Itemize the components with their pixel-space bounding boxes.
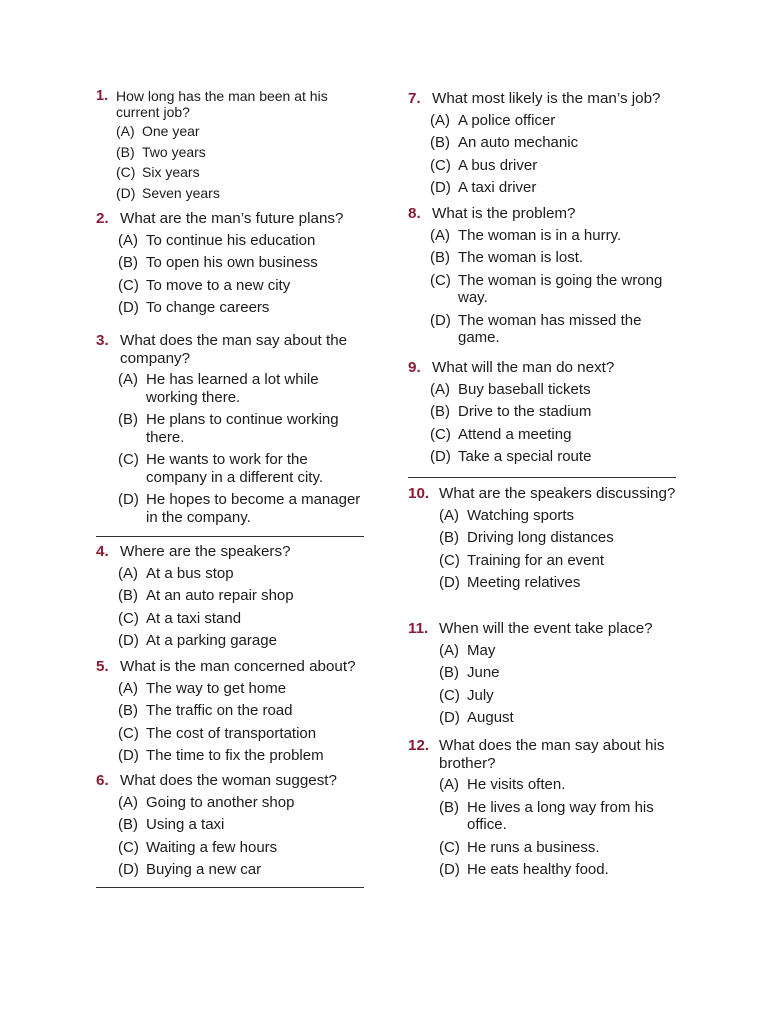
question-stem [408,205,676,223]
question-number: 7. [408,90,421,107]
option-letter: (C) [118,838,139,856]
option-text: Driving long distances [467,529,614,546]
option-letter: (A) [118,564,138,582]
option-letter: (D) [118,299,139,316]
option-text: At a parking garage [146,632,277,649]
option-text: July [467,686,494,704]
option-text: The woman is in a hurry. [458,226,622,244]
question-text: What is the problem? [432,205,576,222]
question-text: Where are the speakers? [120,543,291,560]
option-letter: (B) [430,134,450,151]
answer-option[interactable] [430,134,676,152]
option-text: At an auto repair shop [146,587,294,604]
section-divider [96,536,364,537]
question-text: How long has the man been at his current job? [116,88,328,120]
question-stem [96,332,364,367]
answer-option[interactable] [439,709,676,727]
option-letter: (C) [439,838,460,856]
question-6 [96,772,364,884]
answer-option[interactable] [430,403,676,421]
option-letter: (A) [116,123,135,139]
answer-option[interactable] [118,254,364,272]
answer-option[interactable] [118,371,364,406]
answer-option[interactable] [430,381,676,399]
option-text: He lives a long way from his office. [467,798,654,833]
option-text: Meeting relatives [467,574,581,591]
question-5 [96,658,364,770]
question-10 [408,485,676,597]
question-text: What does the woman suggest? [120,772,337,789]
question-text: What are the speakers discussing? [439,485,676,502]
option-text: At a bus stop [146,564,234,582]
answer-option[interactable] [430,272,676,307]
option-letter: (D) [430,311,451,329]
answer-option[interactable] [439,664,676,682]
option-text: Take a special route [458,448,592,465]
option-letter: (A) [118,231,138,249]
answer-option[interactable] [118,839,364,857]
answer-option[interactable] [118,277,364,295]
option-text: One year [142,123,200,139]
section-divider [408,477,676,478]
answer-options [408,112,676,197]
option-letter: (D) [118,747,139,764]
option-letter: (C) [118,609,139,627]
answer-options [408,642,676,727]
question-text: What are the man’s future plans? [120,210,344,227]
option-text: He runs a business. [467,838,600,856]
question-text: What will the man do next? [432,359,615,376]
question-stem [96,658,364,676]
question-12 [408,737,676,884]
answer-options [96,123,364,201]
option-text: He eats healthy food. [467,861,609,878]
option-letter: (D) [430,448,451,465]
question-number: 11. [408,620,429,637]
option-text: Six years [142,164,200,180]
answer-option[interactable] [439,861,676,879]
answer-option[interactable] [439,552,676,570]
answer-option[interactable] [116,123,364,140]
option-letter: (C) [439,686,460,704]
answer-option[interactable] [430,227,676,245]
option-letter: (C) [118,276,139,294]
option-text: He plans to continue working there. [146,411,339,446]
option-text: He has learned a lot while working there. [146,371,319,406]
answer-option[interactable] [118,491,364,526]
option-letter: (B) [118,816,138,833]
option-text: To change careers [146,299,270,316]
option-text: Waiting a few hours [146,838,278,856]
question-number: 8. [408,205,421,222]
answer-option[interactable] [118,632,364,650]
answer-option[interactable] [430,249,676,267]
option-text: An auto mechanic [458,134,579,151]
question-number: 5. [96,658,109,675]
option-text: The time to fix the problem [146,747,324,764]
question-stem [408,737,676,772]
option-letter: (A) [118,371,138,388]
answer-option[interactable] [430,448,676,466]
answer-option[interactable] [439,529,676,547]
answer-option[interactable] [118,702,364,720]
answer-options [96,794,364,879]
question-number: 1. [96,88,109,104]
option-letter: (B) [430,403,450,420]
question-number: 9. [408,359,421,376]
question-text: What does the man say about the company? [120,332,348,367]
option-letter: (B) [430,249,450,266]
answer-option[interactable] [118,794,364,812]
answer-option[interactable] [430,112,676,130]
question-text: What does the man say about his brother? [439,737,665,772]
answer-option[interactable] [118,565,364,583]
answer-option[interactable] [118,451,364,486]
question-number: 4. [96,543,109,560]
answer-option[interactable] [430,157,676,175]
answer-option[interactable] [430,179,676,197]
option-text: The cost of transportation [146,724,317,742]
question-number: 12. [408,737,430,754]
option-letter: (A) [118,793,138,811]
answer-option[interactable] [439,799,676,834]
option-text: Buying a new car [146,861,262,878]
answer-option[interactable] [116,185,364,202]
option-text: Drive to the stadium [458,403,592,420]
answer-option[interactable] [118,725,364,743]
question-stem [96,88,364,120]
option-letter: (D) [118,861,139,878]
answer-options [408,507,676,592]
option-text: Attend a meeting [458,425,572,443]
option-text: Two years [142,143,206,160]
option-text: To open his own business [146,254,318,271]
option-letter: (D) [439,574,460,591]
answer-option[interactable] [118,816,364,834]
option-letter: (B) [118,254,138,271]
option-letter: (D) [439,709,460,726]
option-letter: (A) [430,226,450,244]
answer-option[interactable] [118,232,364,250]
answer-option[interactable] [439,574,676,592]
option-letter: (B) [118,702,138,719]
option-letter: (A) [439,506,459,524]
answer-option[interactable] [430,312,676,347]
option-letter: (C) [116,164,136,180]
question-number: 6. [96,772,109,789]
answer-option[interactable] [118,411,364,446]
question-2 [96,210,364,322]
question-text: What is the man concerned about? [120,658,356,675]
option-text: A bus driver [458,156,538,174]
option-letter: (B) [439,798,459,816]
option-text: Watching sports [467,506,574,524]
question-11 [408,620,676,732]
option-letter: (B) [118,411,138,428]
option-letter: (B) [118,587,138,604]
option-letter: (B) [116,143,135,160]
question-number: 3. [96,332,109,349]
question-number: 2. [96,210,109,227]
option-text: The woman has missed the game. [458,311,642,346]
question-stem [408,620,676,638]
option-letter: (D) [439,861,460,878]
option-text: Going to another shop [146,793,295,811]
answer-option[interactable] [118,299,364,317]
question-8 [408,205,676,352]
option-text: The woman is lost. [458,249,584,266]
answer-option[interactable] [118,680,364,698]
option-letter: (A) [118,679,138,697]
option-letter: (A) [439,641,459,659]
question-stem [408,485,676,503]
answer-option[interactable] [116,144,364,161]
question-text: What most likely is the man’s job? [432,90,661,107]
option-text: A taxi driver [458,179,537,196]
question-stem [96,772,364,790]
option-text: To move to a new city [146,276,291,294]
answer-option[interactable] [439,507,676,525]
question-stem [408,359,676,377]
question-9 [408,359,676,471]
option-text: Training for an event [467,551,605,569]
answer-option[interactable] [430,426,676,444]
answer-option[interactable] [118,587,364,605]
option-letter: (C) [118,724,139,742]
answer-option[interactable] [439,776,676,794]
option-letter: (A) [430,380,450,398]
option-letter: (C) [118,451,139,468]
option-letter: (D) [118,491,139,508]
question-1 [96,88,364,205]
answer-option[interactable] [118,747,364,765]
option-text: A police officer [458,111,556,129]
answer-options [96,565,364,650]
question-7 [408,90,676,202]
option-letter: (C) [430,271,451,289]
option-text: August [467,709,514,726]
option-text: He wants to work for the company in a different city. [146,451,324,486]
option-text: He visits often. [467,776,566,793]
option-text: May [467,641,496,659]
answer-option[interactable] [116,164,364,181]
question-number: 10. [408,485,430,502]
question-4 [96,543,364,655]
option-letter: (A) [439,776,459,793]
option-text: Seven years [142,184,220,201]
question-stem [96,210,364,228]
option-text: The woman is going the wrong way. [458,271,663,306]
question-3 [96,332,364,531]
option-letter: (C) [439,551,460,569]
option-text: The way to get home [146,679,287,697]
answer-options [96,232,364,317]
answer-options [96,371,364,526]
option-text: To continue his education [146,231,316,249]
answer-options [408,776,676,879]
option-text: The traffic on the road [146,702,293,719]
answer-options [408,381,676,466]
option-letter: (D) [116,184,136,201]
answer-options [96,680,364,765]
option-letter: (C) [430,156,451,174]
answer-option[interactable] [439,642,676,660]
answer-option[interactable] [118,861,364,879]
answer-option[interactable] [439,839,676,857]
option-letter: (B) [439,529,459,546]
option-text: He hopes to become a manager in the company. [146,491,361,526]
option-text: June [467,664,500,681]
answer-options [408,227,676,347]
option-text: Buy baseball tickets [458,380,591,398]
option-letter: (D) [118,632,139,649]
question-stem [408,90,676,108]
option-letter: (C) [430,425,451,443]
question-text: When will the event take place? [439,620,653,637]
option-letter: (A) [430,111,450,129]
option-text: At a taxi stand [146,609,242,627]
option-text: Using a taxi [146,816,225,833]
answer-option[interactable] [439,687,676,705]
option-letter: (B) [439,664,459,681]
section-divider [96,887,364,888]
option-letter: (D) [430,179,451,196]
answer-option[interactable] [118,610,364,628]
question-stem [96,543,364,561]
